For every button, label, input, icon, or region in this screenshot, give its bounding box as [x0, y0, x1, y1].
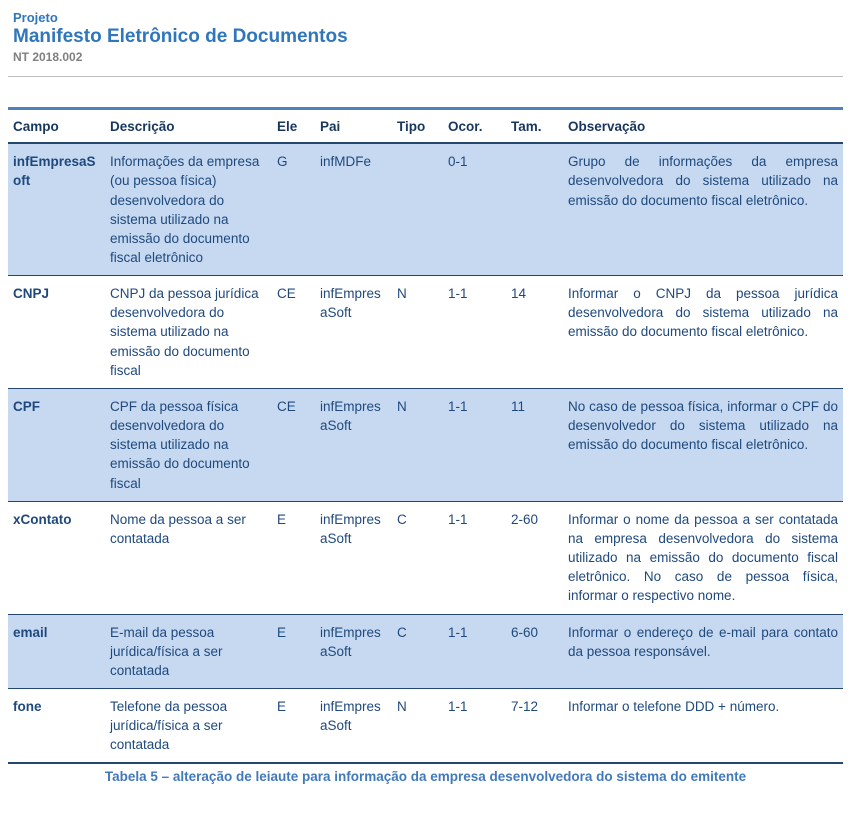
- cell-observacao: Informar o endereço de e-mail para contato da pessoa responsável.: [568, 624, 838, 659]
- cell-tam: 2-60: [511, 511, 539, 527]
- col-header-observacao: Observação: [563, 109, 843, 144]
- cell-tam: 6-60: [511, 624, 539, 640]
- cell-campo: infEmpresaSoft: [13, 154, 96, 189]
- cell-observacao: Informar o CNPJ da pessoa jurídica desenvolvedora do sistema utilizado na emissão do documento fiscal eletrônico.: [568, 286, 838, 340]
- table-caption: Tabela 5 – alteração de leiaute para informação da empresa desenvolvedora do sistema do emitente: [104, 769, 747, 785]
- cell-ele: E: [277, 511, 287, 527]
- cell-tam: 7-12: [511, 698, 539, 714]
- row-email: [8, 614, 843, 688]
- col-header-tipo: Tipo: [392, 109, 443, 144]
- row-infEmpresaSoft: [8, 143, 843, 275]
- col-header-descricao: Descrição: [105, 109, 272, 144]
- cell-pai: infEmpresaSoft: [320, 398, 381, 434]
- cell-ocor: 0-1: [448, 154, 468, 170]
- cell-descricao: CPF da pessoa física desenvolvedora do sistema utilizado na emissão do documento fiscal: [110, 398, 250, 491]
- cell-tipo: C: [397, 624, 407, 640]
- cell-descricao: E-mail da pessoa jurídica/física a ser contatada: [110, 624, 223, 678]
- row-CNPJ: [8, 276, 843, 389]
- header-divider: [8, 76, 843, 77]
- fields-table: [8, 107, 843, 764]
- cell-tipo: N: [397, 286, 407, 302]
- cell-descricao: Telefone da pessoa jurídica/física a ser contatada: [110, 698, 228, 753]
- cell-pai: infEmpresaSoft: [320, 286, 381, 321]
- doc-header: [0, 0, 851, 65]
- cell-observacao: Grupo de informações da empresa desenvolvedora do sistema utilizado na emissão do documento fiscal eletrônico.: [568, 154, 838, 208]
- cell-ele: E: [277, 698, 287, 714]
- cell-tipo: C: [397, 511, 407, 527]
- cell-campo: CPF: [13, 398, 40, 414]
- cell-ocor: 1-1: [448, 398, 468, 414]
- cell-tipo: [392, 143, 443, 275]
- col-header-pai: Pai: [315, 109, 392, 144]
- cell-campo: xContato: [13, 511, 72, 527]
- cell-campo: fone: [13, 698, 42, 714]
- doc-subtitle: NT 2018.002: [13, 50, 83, 65]
- cell-ele: G: [277, 154, 288, 170]
- cell-tipo: N: [397, 398, 407, 414]
- col-header-ocor: Ocor.: [443, 109, 506, 144]
- cell-ocor: 1-1: [448, 511, 468, 527]
- cell-descricao: Nome da pessoa a ser contatada: [110, 511, 246, 546]
- cell-tam: [506, 143, 563, 275]
- cell-ele: CE: [277, 398, 296, 414]
- cell-campo: email: [13, 624, 48, 640]
- cell-campo: CNPJ: [13, 286, 50, 302]
- cell-ele: E: [277, 624, 287, 640]
- cell-descricao: Informações da empresa (ou pessoa física) desenvolvedora do sistema utilizado na emissão do documento fiscal eletrônico: [110, 154, 260, 266]
- col-header-ele: Ele: [272, 109, 315, 144]
- cell-ele: CE: [277, 286, 296, 302]
- cell-tipo: N: [397, 698, 407, 714]
- page-title: Manifesto Eletrônico de Documentos: [13, 26, 348, 48]
- cell-observacao: No caso de pessoa física, informar o CPF do desenvolvedor do sistema utilizado na emissão do documento fiscal eletrônico.: [568, 398, 838, 453]
- cell-ocor: 1-1: [448, 286, 468, 302]
- table-header-row: [8, 109, 843, 144]
- cell-pai: infEmpresaSoft: [320, 624, 381, 659]
- cell-ocor: 1-1: [448, 624, 468, 640]
- cell-pai: infMDFe: [320, 154, 372, 170]
- project-label: Projeto: [13, 10, 58, 25]
- cell-tam: 14: [511, 286, 527, 302]
- row-xContato: [8, 501, 843, 614]
- row-fone: [8, 688, 843, 763]
- row-CPF: [8, 388, 843, 501]
- cell-ocor: 1-1: [448, 698, 468, 714]
- cell-tam: 11: [511, 398, 526, 414]
- cell-pai: infEmpresaSoft: [320, 698, 381, 734]
- cell-pai: infEmpresaSoft: [320, 511, 381, 546]
- cell-observacao: Informar o telefone DDD + número.: [568, 698, 780, 714]
- col-header-campo: Campo: [8, 109, 105, 144]
- col-header-tam: Tam.: [506, 109, 563, 144]
- cell-descricao: CNPJ da pessoa jurídica desenvolvedora do sistema utilizado na emissão do documento fiscal: [110, 286, 259, 378]
- cell-observacao: Informar o nome da pessoa a ser contatada na empresa desenvolvedora do sistema utilizado na emissão do documento fiscal eletrônico. No caso de pessoa física, informar o respectivo nome.: [568, 511, 838, 604]
